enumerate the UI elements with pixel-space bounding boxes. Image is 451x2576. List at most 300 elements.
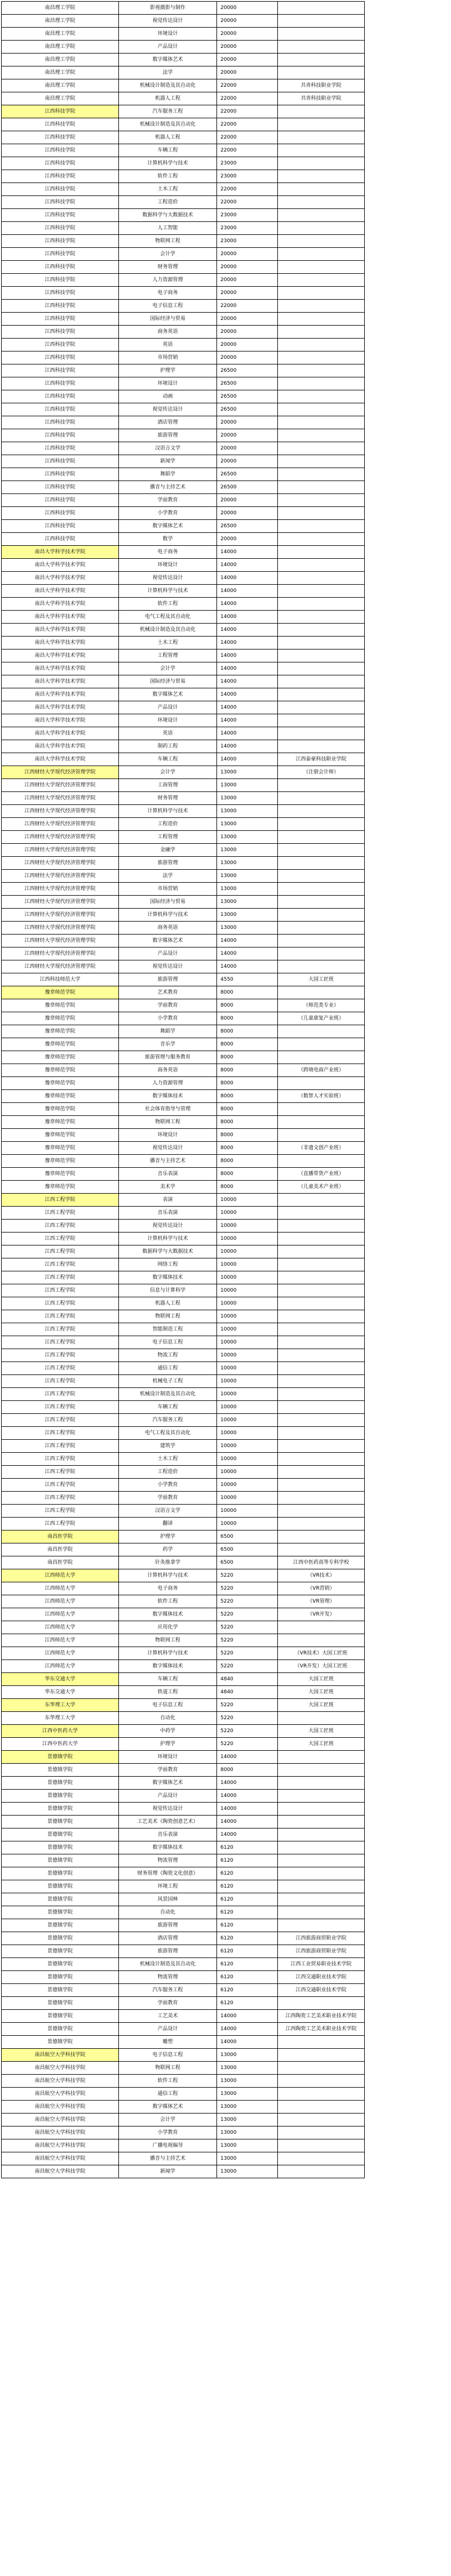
- tuition-cell: 22000: [217, 118, 278, 131]
- note-cell: [278, 196, 365, 209]
- note-cell: （儿童美术产业班）: [278, 1181, 365, 1194]
- major-cell: 机械设计制造及其自动化: [119, 624, 217, 637]
- school-cell: 景德镇学院: [2, 1958, 119, 1971]
- note-cell: [278, 261, 365, 274]
- table-row: [2, 2088, 365, 2101]
- major-cell: 酒店管理: [119, 1932, 217, 1945]
- tuition-cell: 13000: [217, 922, 278, 935]
- school-cell: 江西科技学院: [2, 118, 119, 131]
- table-row: [2, 922, 365, 935]
- table-row: [2, 416, 365, 429]
- school-cell: 江西科技学院: [2, 429, 119, 442]
- major-cell: 产品设计: [119, 1790, 217, 1803]
- school-cell: 江西财经大学现代经济管理学院: [2, 805, 119, 818]
- tuition-cell: 5220: [217, 1647, 278, 1660]
- table-row: [2, 1945, 365, 1958]
- school-cell: 江西工程学院: [2, 1466, 119, 1479]
- note-cell: [278, 1103, 365, 1116]
- table-row: [2, 1712, 365, 1725]
- school-cell: 豫章师范学院: [2, 1129, 119, 1142]
- note-cell: [278, 662, 365, 675]
- note-cell: [278, 922, 365, 935]
- major-cell: 美术学: [119, 1181, 217, 1194]
- school-cell: 南昌大学科学技术学院: [2, 662, 119, 675]
- major-cell: 物流管理: [119, 1971, 217, 1984]
- table-row: [2, 105, 365, 118]
- note-cell: [278, 416, 365, 429]
- tuition-cell: 6120: [217, 1919, 278, 1932]
- major-cell: 商务英语: [119, 922, 217, 935]
- major-cell: 数字媒体技术: [119, 1271, 217, 1284]
- note-cell: [278, 468, 365, 481]
- school-cell: 江西财经大学现代经济管理学院: [2, 844, 119, 857]
- school-cell: 江西工程学院: [2, 1427, 119, 1440]
- note-cell: [278, 287, 365, 300]
- table-row: [2, 960, 365, 973]
- school-cell: 景德镇学院: [2, 1867, 119, 1880]
- table-row: [2, 2165, 365, 2178]
- school-cell: 南昌大学科学技术学院: [2, 546, 119, 559]
- note-cell: [278, 727, 365, 740]
- major-cell: 电子信息工程: [119, 1336, 217, 1349]
- tuition-cell: 8000: [217, 1103, 278, 1116]
- major-cell: 旅游管理: [119, 857, 217, 870]
- tuition-cell: 10000: [217, 1401, 278, 1414]
- table-row: [2, 986, 365, 999]
- note-cell: [278, 1453, 365, 1466]
- table-row: [2, 1479, 365, 1492]
- table-row: [2, 2023, 365, 2036]
- note-cell: [278, 1129, 365, 1142]
- table-row: [2, 144, 365, 157]
- major-cell: 机器人工程: [119, 131, 217, 144]
- tuition-cell: 20000: [217, 533, 278, 546]
- note-cell: [278, 1440, 365, 1453]
- note-cell: [278, 935, 365, 947]
- table-row: [2, 546, 365, 559]
- school-cell: 江西师范大学: [2, 1634, 119, 1647]
- school-cell: 江西工程学院: [2, 1492, 119, 1505]
- table-row: [2, 753, 365, 766]
- major-cell: 土木工程: [119, 183, 217, 196]
- table-row: [2, 1958, 365, 1971]
- note-cell: [278, 909, 365, 922]
- major-cell: 护理学: [119, 1531, 217, 1543]
- note-cell: [278, 2126, 365, 2139]
- note-cell: （数智人才实验班）: [278, 1090, 365, 1103]
- table-row: [2, 2101, 365, 2114]
- tuition-cell: 6120: [217, 1867, 278, 1880]
- tuition-cell: 22000: [217, 79, 278, 92]
- school-cell: 南昌理工学院: [2, 2, 119, 15]
- major-cell: 财务管理: [119, 792, 217, 805]
- major-cell: 机器人工程: [119, 92, 217, 105]
- tuition-cell: 14000: [217, 1803, 278, 1816]
- note-cell: [278, 1271, 365, 1284]
- table-row: [2, 1608, 365, 1621]
- tuition-cell: 10000: [217, 1492, 278, 1505]
- tuition-cell: 14000: [217, 1828, 278, 1841]
- school-cell: 豫章师范学院: [2, 999, 119, 1012]
- table-row: [2, 2114, 365, 2126]
- tuition-cell: 6120: [217, 1984, 278, 1997]
- school-cell: 江西工程学院: [2, 1207, 119, 1220]
- table-row: [2, 2036, 365, 2049]
- table-row: [2, 364, 365, 377]
- table-row: [2, 896, 365, 909]
- tuition-cell: 13000: [217, 909, 278, 922]
- tuition-cell: 14000: [217, 649, 278, 662]
- tuition-cell: 13000: [217, 818, 278, 831]
- major-cell: 小学教育: [119, 1479, 217, 1492]
- note-cell: [278, 779, 365, 792]
- major-cell: 工程造价: [119, 1466, 217, 1479]
- school-cell: 景德镇学院: [2, 1893, 119, 1906]
- school-cell: 江西工程学院: [2, 1479, 119, 1492]
- school-cell: 景德镇学院: [2, 1932, 119, 1945]
- tuition-cell: 13000: [217, 870, 278, 883]
- school-cell: 江西师范大学: [2, 1569, 119, 1582]
- note-cell: [278, 1388, 365, 1401]
- tuition-cell: 8000: [217, 1025, 278, 1038]
- tuition-cell: 26500: [217, 390, 278, 403]
- tuition-cell: 13000: [217, 831, 278, 844]
- school-cell: 江西科技师范大学: [2, 973, 119, 986]
- tuition-cell: 13000: [217, 2062, 278, 2075]
- table-row: [2, 870, 365, 883]
- major-cell: 网络工程: [119, 1258, 217, 1271]
- school-cell: 豫章师范学院: [2, 1103, 119, 1116]
- major-cell: 翻译: [119, 1518, 217, 1531]
- school-cell: 南昌大学科学技术学院: [2, 688, 119, 701]
- note-cell: [278, 701, 365, 714]
- tuition-cell: 10000: [217, 1310, 278, 1323]
- note-cell: [278, 1116, 365, 1129]
- tuition-cell: 10000: [217, 1414, 278, 1427]
- school-cell: 豫章师范学院: [2, 1090, 119, 1103]
- tuition-cell: 14000: [217, 935, 278, 947]
- major-cell: 药学: [119, 1543, 217, 1556]
- school-cell: 景德镇学院: [2, 1854, 119, 1867]
- note-cell: [278, 1828, 365, 1841]
- table-row: [2, 1142, 365, 1155]
- tuition-cell: 14000: [217, 624, 278, 637]
- tuition-cell: 5220: [217, 1621, 278, 1634]
- note-cell: [278, 1310, 365, 1323]
- school-cell: 南昌航空大学科技学院: [2, 2152, 119, 2165]
- note-cell: [278, 1077, 365, 1090]
- major-cell: 数字媒体艺术: [119, 2101, 217, 2114]
- major-cell: 学前教育: [119, 494, 217, 507]
- table-row: [2, 1116, 365, 1129]
- note-cell: [278, 2088, 365, 2101]
- table-row: [2, 507, 365, 520]
- major-cell: 软件工程: [119, 2075, 217, 2088]
- note-cell: [278, 1906, 365, 1919]
- table-row: [2, 1880, 365, 1893]
- note-cell: [278, 105, 365, 118]
- tuition-cell: 13000: [217, 2088, 278, 2101]
- school-cell: 江西财经大学现代经济管理学院: [2, 909, 119, 922]
- tuition-cell: 10000: [217, 1323, 278, 1336]
- tuition-cell: 20000: [217, 274, 278, 287]
- school-cell: 江西科技学院: [2, 131, 119, 144]
- major-cell: 机械设计制造及其自动化: [119, 118, 217, 131]
- school-cell: 南昌理工学院: [2, 79, 119, 92]
- tuition-cell: 20000: [217, 66, 278, 79]
- major-cell: 软件工程: [119, 1595, 217, 1608]
- major-cell: 新闻学: [119, 455, 217, 468]
- school-cell: 豫章师范学院: [2, 1155, 119, 1168]
- note-cell: [278, 144, 365, 157]
- note-cell: （注册会计师）: [278, 766, 365, 779]
- note-cell: [278, 1155, 365, 1168]
- school-cell: 江西工程学院: [2, 1258, 119, 1271]
- school-cell: 景德镇学院: [2, 1803, 119, 1816]
- note-cell: 江西陶瓷工艺美术职业技术学院: [278, 2010, 365, 2023]
- major-cell: 计算机科学与技术: [119, 1233, 217, 1245]
- school-cell: 南昌理工学院: [2, 92, 119, 105]
- major-cell: 人力资源管理: [119, 1077, 217, 1090]
- table-row: [2, 637, 365, 649]
- note-cell: [278, 1349, 365, 1362]
- major-cell: 物流工程: [119, 1349, 217, 1362]
- note-cell: [278, 183, 365, 196]
- major-cell: 英语: [119, 339, 217, 352]
- school-cell: 江西科技学院: [2, 494, 119, 507]
- table-row: [2, 455, 365, 468]
- tuition-cell: 14000: [217, 637, 278, 649]
- major-cell: 物联网工程: [119, 235, 217, 248]
- school-cell: 南昌航空大学科技学院: [2, 2049, 119, 2062]
- table-row: [2, 1647, 365, 1660]
- tuition-cell: 14000: [217, 2023, 278, 2036]
- tuition-cell: 6120: [217, 1893, 278, 1906]
- tuition-cell: 20000: [217, 507, 278, 520]
- tuition-cell: 14000: [217, 714, 278, 727]
- tuition-cell: 20000: [217, 2, 278, 15]
- tuition-cell: 10000: [217, 1194, 278, 1207]
- note-cell: [278, 339, 365, 352]
- table-row: [2, 1012, 365, 1025]
- note-cell: [278, 2, 365, 15]
- tuition-cell: 6120: [217, 1971, 278, 1984]
- table-row: [2, 1518, 365, 1531]
- tuition-cell: 6120: [217, 1906, 278, 1919]
- tuition-cell: 13000: [217, 2126, 278, 2139]
- major-cell: 小学教育: [119, 2126, 217, 2139]
- note-cell: [278, 1025, 365, 1038]
- tuition-cell: 6120: [217, 1932, 278, 1945]
- table-row: [2, 1051, 365, 1064]
- table-row: [2, 1660, 365, 1673]
- tuition-cell: 5220: [217, 1634, 278, 1647]
- note-cell: [278, 649, 365, 662]
- school-cell: 南昌大学科学技术学院: [2, 611, 119, 624]
- table-row: [2, 1414, 365, 1427]
- table-row: [2, 883, 365, 896]
- tuition-cell: 14000: [217, 1816, 278, 1828]
- major-cell: 环境设计: [119, 28, 217, 41]
- major-cell: 播音与主持艺术: [119, 481, 217, 494]
- table-row: [2, 1168, 365, 1181]
- tuition-cell: 20000: [217, 41, 278, 54]
- note-cell: [278, 170, 365, 183]
- school-cell: 南昌大学科学技术学院: [2, 753, 119, 766]
- school-cell: 江西科技学院: [2, 377, 119, 390]
- table-row: [2, 818, 365, 831]
- major-cell: 人力资源管理: [119, 274, 217, 287]
- major-cell: 数字媒体技术: [119, 1608, 217, 1621]
- school-cell: 江西师范大学: [2, 1660, 119, 1673]
- note-cell: [278, 1997, 365, 2010]
- school-cell: 江西科技学院: [2, 209, 119, 222]
- major-cell: 中药学: [119, 1725, 217, 1738]
- table-row: [2, 1841, 365, 1854]
- school-cell: 江西财经大学现代经济管理学院: [2, 896, 119, 909]
- tuition-cell: 13000: [217, 2049, 278, 2062]
- tuition-cell: 20000: [217, 339, 278, 352]
- note-cell: （VR开发）大国工匠班: [278, 1660, 365, 1673]
- tuition-cell: 8000: [217, 999, 278, 1012]
- major-cell: 物联网工程: [119, 2062, 217, 2075]
- tuition-cell: 13000: [217, 857, 278, 870]
- major-cell: 物流管理: [119, 1854, 217, 1867]
- note-cell: [278, 1816, 365, 1828]
- tuition-cell: 26500: [217, 481, 278, 494]
- school-cell: 江西财经大学现代经济管理学院: [2, 922, 119, 935]
- note-cell: [278, 481, 365, 494]
- tuition-cell: 13000: [217, 779, 278, 792]
- tuition-cell: 10000: [217, 1466, 278, 1479]
- table-row: [2, 1025, 365, 1038]
- note-cell: [278, 1427, 365, 1440]
- table-row: [2, 468, 365, 481]
- major-cell: 音乐学: [119, 1038, 217, 1051]
- note-cell: [278, 2049, 365, 2062]
- school-cell: 江西工程学院: [2, 1284, 119, 1297]
- tuition-cell: 14000: [217, 598, 278, 611]
- table-row: [2, 675, 365, 688]
- table-row: [2, 533, 365, 546]
- tuition-cell: 14000: [217, 1790, 278, 1803]
- school-cell: 江西科技学院: [2, 248, 119, 261]
- table-row: [2, 727, 365, 740]
- table-row: [2, 1401, 365, 1414]
- note-cell: [278, 1531, 365, 1543]
- school-cell: 豫章师范学院: [2, 986, 119, 999]
- school-cell: 南昌医学院: [2, 1543, 119, 1556]
- school-cell: 江西科技学院: [2, 157, 119, 170]
- note-cell: [278, 1194, 365, 1207]
- school-cell: 江西科技学院: [2, 196, 119, 209]
- major-cell: 机械设计制造及其自动化: [119, 1958, 217, 1971]
- major-cell: 数字媒体艺术: [119, 54, 217, 66]
- school-cell: 江西工程学院: [2, 1505, 119, 1518]
- tuition-cell: 14000: [217, 727, 278, 740]
- table-row: [2, 118, 365, 131]
- school-cell: 景德镇学院: [2, 1880, 119, 1893]
- tuition-cell: 10000: [217, 1453, 278, 1466]
- school-cell: 江西科技学院: [2, 416, 119, 429]
- table-row: [2, 481, 365, 494]
- school-cell: 江西工程学院: [2, 1297, 119, 1310]
- table-row: [2, 1725, 365, 1738]
- note-cell: [278, 1323, 365, 1336]
- table-row: [2, 300, 365, 313]
- school-cell: 豫章师范学院: [2, 1051, 119, 1064]
- note-cell: 大国工匠班: [278, 1725, 365, 1738]
- table-row: [2, 1362, 365, 1375]
- major-cell: 物联网工程: [119, 1116, 217, 1129]
- table-row: [2, 1375, 365, 1388]
- school-cell: 南昌大学科学技术学院: [2, 675, 119, 688]
- note-cell: 江西工业贸易职业技术学院: [278, 1958, 365, 1971]
- school-cell: 江西工程学院: [2, 1401, 119, 1414]
- note-cell: [278, 585, 365, 598]
- major-cell: 雕塑: [119, 2036, 217, 2049]
- major-cell: 土木工程: [119, 1453, 217, 1466]
- school-cell: 江西科技学院: [2, 533, 119, 546]
- school-cell: 景德镇学院: [2, 1841, 119, 1854]
- major-cell: 小学教育: [119, 507, 217, 520]
- major-cell: 数据科学与大数据技术: [119, 1245, 217, 1258]
- table-row: [2, 274, 365, 287]
- table-row: [2, 1064, 365, 1077]
- major-cell: 计算机科学与技术: [119, 909, 217, 922]
- major-cell: 产品设计: [119, 947, 217, 960]
- note-cell: 大国工匠班: [278, 1738, 365, 1751]
- major-cell: 物联网工程: [119, 1634, 217, 1647]
- note-cell: [278, 1634, 365, 1647]
- tuition-cell: 14000: [217, 701, 278, 714]
- table-row: [2, 1258, 365, 1271]
- school-cell: 南昌航空大学科技学院: [2, 2114, 119, 2126]
- school-cell: 江西工程学院: [2, 1233, 119, 1245]
- major-cell: 环境设计: [119, 559, 217, 572]
- major-cell: 新闻学: [119, 2165, 217, 2178]
- table-row: [2, 157, 365, 170]
- major-cell: 法学: [119, 870, 217, 883]
- major-cell: 国际经济与贸易: [119, 896, 217, 909]
- school-cell: 南昌大学科学技术学院: [2, 624, 119, 637]
- table-row: [2, 1349, 365, 1362]
- note-cell: [278, 831, 365, 844]
- tuition-cell: 20000: [217, 28, 278, 41]
- tuition-cell: 22000: [217, 196, 278, 209]
- tuition-cell: 20000: [217, 442, 278, 455]
- tuition-cell: 6500: [217, 1543, 278, 1556]
- note-cell: [278, 2139, 365, 2152]
- tuition-cell: 20000: [217, 494, 278, 507]
- school-cell: 景德镇学院: [2, 1764, 119, 1777]
- tuition-cell: 5220: [217, 1608, 278, 1621]
- major-cell: 播音与主持艺术: [119, 2152, 217, 2165]
- major-cell: 通信工程: [119, 1362, 217, 1375]
- tuition-cell: 13000: [217, 896, 278, 909]
- school-cell: 豫章师范学院: [2, 1181, 119, 1194]
- school-cell: 豫章师范学院: [2, 1012, 119, 1025]
- table-row: [2, 92, 365, 105]
- major-cell: 通信工程: [119, 2088, 217, 2101]
- major-cell: 数字媒体艺术: [119, 935, 217, 947]
- table-row: [2, 2152, 365, 2165]
- table-row: [2, 209, 365, 222]
- table-row: [2, 1531, 365, 1543]
- school-cell: 江西财经大学现代经济管理学院: [2, 831, 119, 844]
- tuition-cell: 8000: [217, 1116, 278, 1129]
- major-cell: 学前教育: [119, 1492, 217, 1505]
